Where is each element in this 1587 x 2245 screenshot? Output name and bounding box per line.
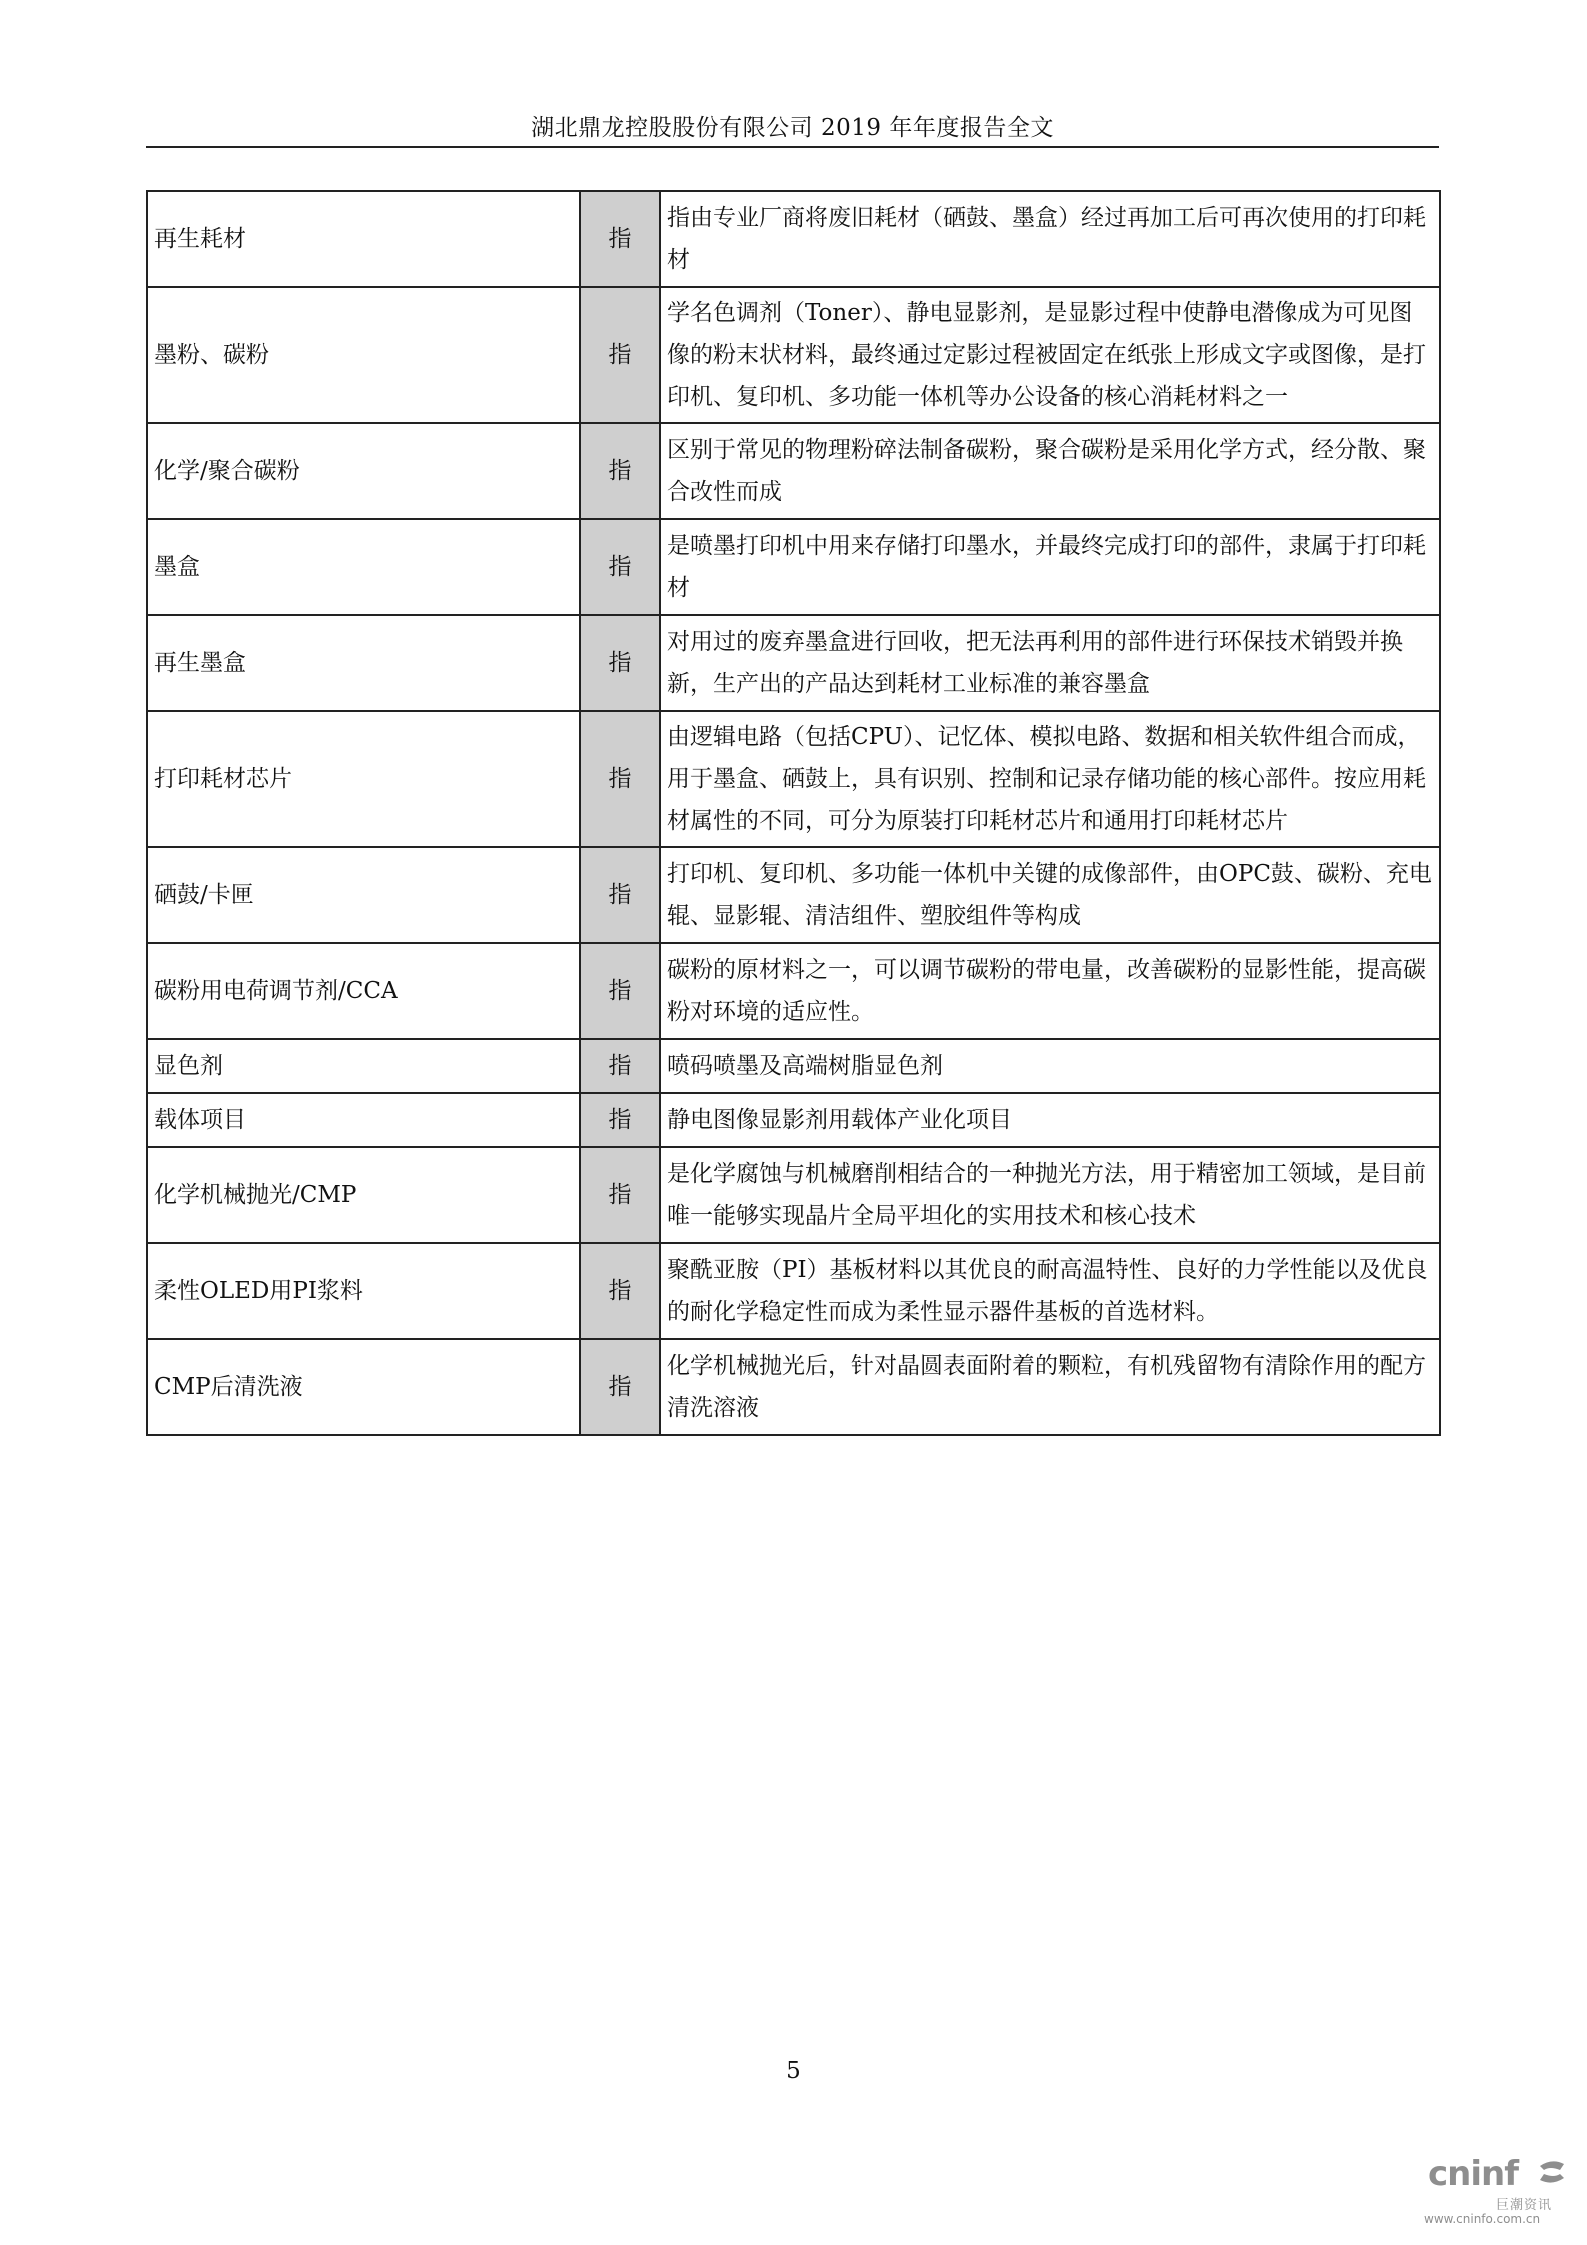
glossary-table xyxy=(146,190,1441,1436)
ref-cell: 指 xyxy=(580,1339,660,1435)
term-cell: 硒鼓/卡匣 xyxy=(147,847,580,943)
ref-cell: 指 xyxy=(580,423,660,519)
ref-cell: 指 xyxy=(580,287,660,423)
term-cell: 显色剂 xyxy=(147,1039,580,1093)
page-header xyxy=(146,110,1439,148)
term-cell: 载体项目 xyxy=(147,1093,580,1147)
definition-cell: 碳粉的原材料之一，可以调节碳粉的带电量，改善碳粉的显影性能，提高碳粉对环境的适应性。 xyxy=(660,943,1440,1039)
definition-cell: 是化学腐蚀与机械磨削相结合的一种抛光方法，用于精密加工领域，是目前唯一能够实现晶片全局平坦化的实用技术和核心技术 xyxy=(660,1147,1440,1243)
definition-cell: 学名色调剂（Toner）、静电显影剂，是显影过程中使静电潜像成为可见图像的粉末状材料，最终通过定影过程被固定在纸张上形成文字或图像，是打印机、复印机、多功能一体机等办公设备的核心消耗材料之一 xyxy=(660,287,1440,423)
term-cell: 柔性OLED用PI浆料 xyxy=(147,1243,580,1339)
definition-cell: 指由专业厂商将废旧耗材（硒鼓、墨盒）经过再加工后可再次使用的打印耗材 xyxy=(660,191,1440,287)
document-title: 湖北鼎龙控股股份有限公司 2019 年年度报告全文 xyxy=(531,115,1054,141)
definition-cell: 打印机、复印机、多功能一体机中关键的成像部件，由OPC鼓、碳粉、充电辊、显影辊、清洁组件、塑胶组件等构成 xyxy=(660,847,1440,943)
ref-cell: 指 xyxy=(580,1039,660,1093)
definition-cell: 化学机械抛光后，针对晶圆表面附着的颗粒，有机残留物有清除作用的配方清洗溶液 xyxy=(660,1339,1440,1435)
term-cell: 再生耗材 xyxy=(147,191,580,287)
ref-cell: 指 xyxy=(580,711,660,847)
ref-cell: 指 xyxy=(580,847,660,943)
term-cell: 碳粉用电荷调节剂/CCA xyxy=(147,943,580,1039)
table-row xyxy=(147,711,1440,847)
ref-cell: 指 xyxy=(580,191,660,287)
table-row xyxy=(147,943,1440,1039)
table-row xyxy=(147,615,1440,711)
ref-cell: 指 xyxy=(580,1243,660,1339)
cninfo-url: www.cninfo.com.cn xyxy=(1424,2212,1541,2226)
term-cell: CMP后清洗液 xyxy=(147,1339,580,1435)
table-row xyxy=(147,1243,1440,1339)
ref-cell: 指 xyxy=(580,519,660,615)
ref-cell: 指 xyxy=(580,1093,660,1147)
definition-cell: 喷码喷墨及高端树脂显色剂 xyxy=(660,1039,1440,1093)
table-row xyxy=(147,1039,1440,1093)
table-row xyxy=(147,519,1440,615)
ref-cell: 指 xyxy=(580,943,660,1039)
ref-cell: 指 xyxy=(580,615,660,711)
cninfo-watermark xyxy=(1420,2152,1570,2232)
table-row xyxy=(147,191,1440,287)
cninfo-chinese-name: 巨潮资讯 xyxy=(1496,2198,1553,2213)
term-cell: 墨盒 xyxy=(147,519,580,615)
table-row xyxy=(147,1093,1440,1147)
ref-cell: 指 xyxy=(580,1147,660,1243)
cninfo-logo-text: cninf xyxy=(1428,2154,1519,2194)
table-row xyxy=(147,1339,1440,1435)
definition-cell: 对用过的废弃墨盒进行回收，把无法再利用的部件进行环保技术销毁并换新，生产出的产品达到耗材工业标准的兼容墨盒 xyxy=(660,615,1440,711)
term-cell: 墨粉、碳粉 xyxy=(147,287,580,423)
table-row xyxy=(147,847,1440,943)
table-row xyxy=(147,423,1440,519)
cninfo-swirl-icon xyxy=(1536,2156,1568,2188)
definition-cell: 聚酰亚胺（PI）基板材料以其优良的耐高温特性、良好的力学性能以及优良的耐化学稳定性而成为柔性显示器件基板的首选材料。 xyxy=(660,1243,1440,1339)
definition-cell: 由逻辑电路（包括CPU）、记忆体、模拟电路、数据和相关软件组合而成，用于墨盒、硒鼓上，具有识别、控制和记录存储功能的核心部件。按应用耗材属性的不同，可分为原装打印耗材芯片和通用打印耗材芯片 xyxy=(660,711,1440,847)
page-number: 5 xyxy=(786,2058,801,2084)
term-cell: 再生墨盒 xyxy=(147,615,580,711)
term-cell: 化学/聚合碳粉 xyxy=(147,423,580,519)
definition-cell: 区别于常见的物理粉碎法制备碳粉，聚合碳粉是采用化学方式，经分散、聚合改性而成 xyxy=(660,423,1440,519)
table-row xyxy=(147,287,1440,423)
definition-cell: 是喷墨打印机中用来存储打印墨水，并最终完成打印的部件，隶属于打印耗材 xyxy=(660,519,1440,615)
definition-cell: 静电图像显影剂用载体产业化项目 xyxy=(660,1093,1440,1147)
term-cell: 打印耗材芯片 xyxy=(147,711,580,847)
term-cell: 化学机械抛光/CMP xyxy=(147,1147,580,1243)
table-row xyxy=(147,1147,1440,1243)
